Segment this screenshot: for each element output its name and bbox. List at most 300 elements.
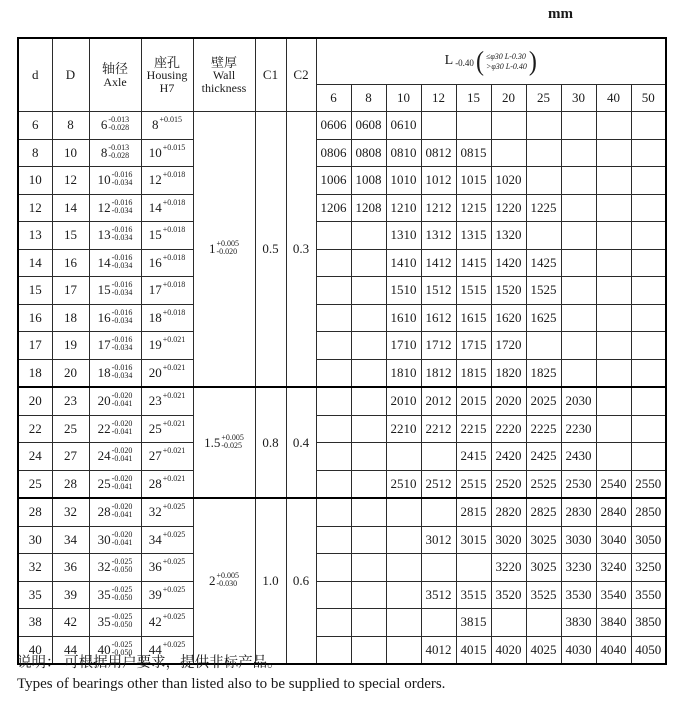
cell-L-size [526, 139, 561, 167]
wall-label-en1: Wall [212, 68, 236, 83]
cell-L-size [316, 304, 351, 332]
cell-L-size: 1225 [526, 194, 561, 222]
cell-L-size: 1815 [456, 359, 491, 387]
cell-housing-tolerance: 39 +0.025 [141, 581, 193, 609]
cell-L-size: 1412 [421, 249, 456, 277]
cell-L-size: 2850 [631, 498, 666, 526]
cell-L-size: 1312 [421, 222, 456, 250]
cell-L-size [386, 526, 421, 554]
cell-L-size [351, 470, 386, 498]
cell-L-size [561, 304, 596, 332]
cell-axle-tolerance: 20 -0.020 -0.041 [89, 387, 141, 415]
cell-L-size [351, 277, 386, 305]
cell-L-size: 1510 [386, 277, 421, 305]
cell-axle-tolerance: 13 -0.016 -0.034 [89, 222, 141, 250]
table-row [18, 359, 666, 387]
cell-L-size: 4050 [631, 636, 666, 664]
cell-L-size: 2230 [561, 415, 596, 443]
cell-L-size: 0610 [386, 112, 421, 140]
cell-D: 10 [52, 139, 89, 167]
cell-D: 19 [52, 332, 89, 360]
cell-L-size [351, 222, 386, 250]
table-row [18, 526, 666, 554]
cell-L-size: 3530 [561, 581, 596, 609]
cell-L-size: 1520 [491, 277, 526, 305]
cell-L-size [351, 332, 386, 360]
cell-L-size [561, 332, 596, 360]
cell-L-size [316, 249, 351, 277]
cell-axle-tolerance: 35 -0.025 -0.050 [89, 609, 141, 637]
cell-L-size: 1820 [491, 359, 526, 387]
cell-L-size: 4025 [526, 636, 561, 664]
housing-label-grade: H7 [159, 80, 175, 95]
cell-L-size [561, 139, 596, 167]
cell-L-size [351, 387, 386, 415]
cell-housing-tolerance: 36 +0.025 [141, 554, 193, 582]
col-header-d: d [18, 38, 52, 112]
l-size-header: 8 [351, 85, 386, 112]
cell-D: 42 [52, 609, 89, 637]
table-row [18, 609, 666, 637]
cell-wall-thickness: 2 +0.005 -0.030 [193, 498, 255, 664]
cell-L-size [316, 415, 351, 443]
cell-d: 25 [18, 470, 52, 498]
note-en: Types of bearings other than listed also to be supplied to special orders. [17, 676, 446, 692]
cell-d: 24 [18, 443, 52, 471]
cell-housing-tolerance: 12 +0.018 [141, 167, 193, 195]
cell-axle-tolerance: 16 -0.016 -0.034 [89, 304, 141, 332]
cell-L-size: 2510 [386, 470, 421, 498]
L-paren-open: ( [475, 46, 484, 77]
housing-label-en: Housing [146, 68, 188, 83]
cell-L-size [316, 609, 351, 637]
cell-D: 39 [52, 581, 89, 609]
cell-axle-tolerance: 25 -0.020 -0.041 [89, 470, 141, 498]
cell-L-size: 0606 [316, 112, 351, 140]
cell-axle-tolerance: 8 -0.013 -0.028 [89, 139, 141, 167]
table-row [18, 554, 666, 582]
cell-L-size [561, 222, 596, 250]
cell-L-size: 1006 [316, 167, 351, 195]
cell-L-size: 3020 [491, 526, 526, 554]
cell-L-size [596, 167, 631, 195]
cell-L-size: 0808 [351, 139, 386, 167]
cell-L-size [631, 139, 666, 167]
unit-label: mm [548, 6, 573, 22]
cell-L-size [491, 139, 526, 167]
cell-L-size: 1310 [386, 222, 421, 250]
cell-L-size: 1620 [491, 304, 526, 332]
cell-L-size [596, 359, 631, 387]
cell-L-size [526, 222, 561, 250]
cell-L-size: 2225 [526, 415, 561, 443]
cell-L-size [631, 112, 666, 140]
table-row [18, 387, 666, 415]
cell-L-size [351, 526, 386, 554]
cell-L-size: 1220 [491, 194, 526, 222]
cell-d: 30 [18, 526, 52, 554]
cell-L-size: 2030 [561, 387, 596, 415]
cell-L-size [526, 112, 561, 140]
cell-D: 20 [52, 359, 89, 387]
cell-L-size: 3515 [456, 581, 491, 609]
cell-D: 32 [52, 498, 89, 526]
cell-L-size [351, 249, 386, 277]
cell-L-size: 4020 [491, 636, 526, 664]
l-size-header: 30 [561, 85, 596, 112]
cell-L-size: 4012 [421, 636, 456, 664]
cell-L-size: 2220 [491, 415, 526, 443]
cell-d: 20 [18, 387, 52, 415]
cell-c1: 1.0 [255, 498, 286, 664]
cell-L-size [421, 112, 456, 140]
cell-L-size: 2815 [456, 498, 491, 526]
cell-L-size: 1612 [421, 304, 456, 332]
cell-housing-tolerance: 18 +0.018 [141, 304, 193, 332]
cell-L-size: 3520 [491, 581, 526, 609]
l-size-header: 40 [596, 85, 631, 112]
L-deviation: -0.40 [455, 58, 474, 69]
cell-housing-tolerance: 27 +0.021 [141, 443, 193, 471]
cell-L-size [316, 332, 351, 360]
cell-L-size [351, 498, 386, 526]
cell-d: 16 [18, 304, 52, 332]
cell-L-size: 4040 [596, 636, 631, 664]
l-size-header: 15 [456, 85, 491, 112]
cell-L-size: 1615 [456, 304, 491, 332]
cell-L-size: 1720 [491, 332, 526, 360]
cell-d: 17 [18, 332, 52, 360]
cell-L-size [316, 498, 351, 526]
cell-L-size: 1210 [386, 194, 421, 222]
cell-d: 32 [18, 554, 52, 582]
cell-axle-tolerance: 32 -0.025 -0.050 [89, 554, 141, 582]
cell-D: 36 [52, 554, 89, 582]
cell-L-size [351, 415, 386, 443]
col-header-c2: C2 [286, 38, 316, 112]
cell-L-size [596, 443, 631, 471]
cell-housing-tolerance: 16 +0.018 [141, 249, 193, 277]
l-size-header: 20 [491, 85, 526, 112]
table-row [18, 443, 666, 471]
cell-L-size [316, 277, 351, 305]
wall-label-en2: thickness [201, 80, 247, 95]
cell-L-size [316, 554, 351, 582]
cell-L-size: 1812 [421, 359, 456, 387]
cell-L-size: 3012 [421, 526, 456, 554]
cell-D: 17 [52, 277, 89, 305]
table-row [18, 139, 666, 167]
cell-L-size [526, 332, 561, 360]
cell-c1: 0.5 [255, 112, 286, 388]
cell-L-size [631, 194, 666, 222]
cell-D: 23 [52, 387, 89, 415]
cell-D: 15 [52, 222, 89, 250]
cell-L-size: 2430 [561, 443, 596, 471]
cell-L-size [631, 167, 666, 195]
cell-L-size [316, 443, 351, 471]
cell-d: 13 [18, 222, 52, 250]
cell-housing-tolerance: 20 +0.021 [141, 359, 193, 387]
cell-L-size: 3025 [526, 554, 561, 582]
cell-L-size: 2012 [421, 387, 456, 415]
cell-L-size [386, 443, 421, 471]
cell-D: 25 [52, 415, 89, 443]
cell-L-size [386, 609, 421, 637]
cell-L-size: 2420 [491, 443, 526, 471]
cell-L-size [351, 359, 386, 387]
L-condition-1: ≤φ30 L-0.30 [485, 51, 526, 61]
cell-L-size [596, 387, 631, 415]
cell-axle-tolerance: 28 -0.020 -0.041 [89, 498, 141, 526]
cell-L-size: 3525 [526, 581, 561, 609]
cell-c2: 0.4 [286, 387, 316, 498]
cell-D: 27 [52, 443, 89, 471]
cell-L-size [596, 222, 631, 250]
cell-L-size: 3030 [561, 526, 596, 554]
cell-c1: 0.8 [255, 387, 286, 498]
cell-L-size [421, 443, 456, 471]
cell-L-size [561, 359, 596, 387]
cell-housing-tolerance: 15 +0.018 [141, 222, 193, 250]
cell-L-size: 1710 [386, 332, 421, 360]
cell-d: 8 [18, 139, 52, 167]
cell-L-size [316, 387, 351, 415]
note-zh: 说明： 可根据用户要求，提供非标产品。 [17, 655, 282, 671]
cell-L-size: 1315 [456, 222, 491, 250]
cell-D: 12 [52, 167, 89, 195]
l-size-header: 10 [386, 85, 421, 112]
cell-housing-tolerance: 17 +0.018 [141, 277, 193, 305]
cell-L-size: 1020 [491, 167, 526, 195]
cell-L-size: 2840 [596, 498, 631, 526]
cell-L-size: 2515 [456, 470, 491, 498]
cell-L-size [316, 359, 351, 387]
cell-L-size: 3840 [596, 609, 631, 637]
cell-c2: 0.3 [286, 112, 316, 388]
cell-L-size [631, 359, 666, 387]
cell-L-size: 2530 [561, 470, 596, 498]
cell-L-size: 1208 [351, 194, 386, 222]
cell-d: 38 [18, 609, 52, 637]
cell-L-size: 2010 [386, 387, 421, 415]
table-row [18, 332, 666, 360]
cell-D: 34 [52, 526, 89, 554]
L-symbol: L [444, 53, 454, 69]
cell-L-size: 1015 [456, 167, 491, 195]
cell-housing-tolerance: 14 +0.018 [141, 194, 193, 222]
cell-L-size: 3250 [631, 554, 666, 582]
cell-d: 6 [18, 112, 52, 140]
table-row [18, 277, 666, 305]
cell-L-size: 3050 [631, 526, 666, 554]
cell-L-size: 3540 [596, 581, 631, 609]
cell-L-size: 3240 [596, 554, 631, 582]
cell-L-size [351, 609, 386, 637]
cell-L-size: 2830 [561, 498, 596, 526]
cell-L-size [561, 194, 596, 222]
table-row [18, 304, 666, 332]
cell-L-size [596, 139, 631, 167]
cell-L-size [351, 304, 386, 332]
cell-L-size: 0806 [316, 139, 351, 167]
cell-axle-tolerance: 17 -0.016 -0.034 [89, 332, 141, 360]
L-paren-close: ) [528, 46, 537, 77]
cell-L-size: 3025 [526, 526, 561, 554]
cell-D: 44 [52, 636, 89, 664]
l-size-header: 6 [316, 85, 351, 112]
table-row [18, 167, 666, 195]
cell-L-size [351, 554, 386, 582]
table-row [18, 415, 666, 443]
cell-axle-tolerance: 22 -0.020 -0.041 [89, 415, 141, 443]
cell-L-size: 0810 [386, 139, 421, 167]
cell-L-size: 1515 [456, 277, 491, 305]
cell-L-size: 1825 [526, 359, 561, 387]
cell-L-size [526, 167, 561, 195]
cell-L-size [561, 112, 596, 140]
cell-housing-tolerance: 34 +0.025 [141, 526, 193, 554]
cell-L-size: 3015 [456, 526, 491, 554]
cell-housing-tolerance: 28 +0.021 [141, 470, 193, 498]
cell-D: 14 [52, 194, 89, 222]
col-header-L [316, 38, 666, 85]
cell-L-size: 2015 [456, 387, 491, 415]
cell-L-size: 2020 [491, 387, 526, 415]
cell-axle-tolerance: 30 -0.020 -0.041 [89, 526, 141, 554]
cell-L-size [421, 609, 456, 637]
cell-d: 15 [18, 277, 52, 305]
cell-axle-tolerance: 15 -0.016 -0.034 [89, 277, 141, 305]
col-header-axle [89, 38, 141, 112]
cell-L-size [596, 332, 631, 360]
axle-label-zh: 轴径 [101, 60, 128, 76]
cell-axle-tolerance: 24 -0.020 -0.041 [89, 443, 141, 471]
cell-D: 8 [52, 112, 89, 140]
cell-L-size [386, 581, 421, 609]
bearing-dimension-table [17, 37, 667, 665]
table-row [18, 194, 666, 222]
cell-housing-tolerance: 10 +0.015 [141, 139, 193, 167]
cell-L-size [631, 222, 666, 250]
table-row [18, 249, 666, 277]
cell-L-size: 1420 [491, 249, 526, 277]
cell-L-size: 3512 [421, 581, 456, 609]
cell-L-size [631, 332, 666, 360]
cell-L-size [491, 112, 526, 140]
cell-d: 22 [18, 415, 52, 443]
l-size-header: 25 [526, 85, 561, 112]
cell-L-size [316, 470, 351, 498]
cell-L-size: 2512 [421, 470, 456, 498]
cell-D: 28 [52, 470, 89, 498]
cell-wall-thickness: 1 +0.005 -0.020 [193, 112, 255, 388]
cell-d: 12 [18, 194, 52, 222]
axle-label-en: Axle [103, 74, 127, 89]
cell-d: 18 [18, 359, 52, 387]
cell-L-size: 4030 [561, 636, 596, 664]
cell-L-size: 3230 [561, 554, 596, 582]
cell-L-size [456, 112, 491, 140]
cell-L-size [351, 443, 386, 471]
table-row [18, 470, 666, 498]
cell-housing-tolerance: 8 +0.015 [141, 112, 193, 140]
cell-L-size [631, 415, 666, 443]
cell-L-size: 1610 [386, 304, 421, 332]
col-header-D: D [52, 38, 89, 112]
cell-L-size: 2550 [631, 470, 666, 498]
cell-L-size: 1012 [421, 167, 456, 195]
cell-d: 40 [18, 636, 52, 664]
cell-L-size: 0608 [351, 112, 386, 140]
cell-d: 10 [18, 167, 52, 195]
cell-L-size [596, 194, 631, 222]
table-row [18, 222, 666, 250]
cell-L-size: 1415 [456, 249, 491, 277]
cell-L-size [316, 222, 351, 250]
table-header [18, 38, 666, 112]
cell-L-size: 1425 [526, 249, 561, 277]
cell-housing-tolerance: 25 +0.021 [141, 415, 193, 443]
wall-label-zh: 壁厚 [210, 54, 237, 70]
cell-housing-tolerance: 23 +0.021 [141, 387, 193, 415]
cell-L-size [596, 277, 631, 305]
cell-wall-thickness: 1.5 +0.005 -0.025 [193, 387, 255, 498]
cell-L-size [316, 581, 351, 609]
cell-D: 18 [52, 304, 89, 332]
table-body [18, 112, 666, 665]
cell-L-size: 3815 [456, 609, 491, 637]
cell-L-size: 4015 [456, 636, 491, 664]
cell-d: 35 [18, 581, 52, 609]
cell-L-size: 2825 [526, 498, 561, 526]
cell-L-size: 0815 [456, 139, 491, 167]
cell-L-size: 1010 [386, 167, 421, 195]
cell-L-size: 1206 [316, 194, 351, 222]
cell-L-size [631, 387, 666, 415]
cell-axle-tolerance: 35 -0.025 -0.050 [89, 581, 141, 609]
cell-axle-tolerance: 12 -0.016 -0.034 [89, 194, 141, 222]
cell-L-size [561, 277, 596, 305]
cell-L-size [596, 304, 631, 332]
cell-housing-tolerance: 19 +0.021 [141, 332, 193, 360]
cell-housing-tolerance: 44 +0.025 [141, 636, 193, 664]
cell-L-size: 0812 [421, 139, 456, 167]
cell-L-size: 3850 [631, 609, 666, 637]
cell-L-size: 1212 [421, 194, 456, 222]
cell-L-size: 3550 [631, 581, 666, 609]
cell-L-size [631, 443, 666, 471]
cell-c2: 0.6 [286, 498, 316, 664]
col-header-wall-thickness [193, 38, 255, 112]
cell-L-size: 2215 [456, 415, 491, 443]
cell-L-size [421, 554, 456, 582]
cell-axle-tolerance: 10 -0.016 -0.034 [89, 167, 141, 195]
table-row [18, 498, 666, 526]
cell-axle-tolerance: 18 -0.016 -0.034 [89, 359, 141, 387]
cell-L-size: 3040 [596, 526, 631, 554]
cell-L-size [596, 415, 631, 443]
col-header-c1: C1 [255, 38, 286, 112]
cell-L-size [596, 112, 631, 140]
table-row [18, 581, 666, 609]
cell-L-size [421, 498, 456, 526]
cell-d: 28 [18, 498, 52, 526]
cell-L-size: 1410 [386, 249, 421, 277]
cell-L-size [491, 609, 526, 637]
cell-L-size [456, 554, 491, 582]
cell-L-size [386, 554, 421, 582]
